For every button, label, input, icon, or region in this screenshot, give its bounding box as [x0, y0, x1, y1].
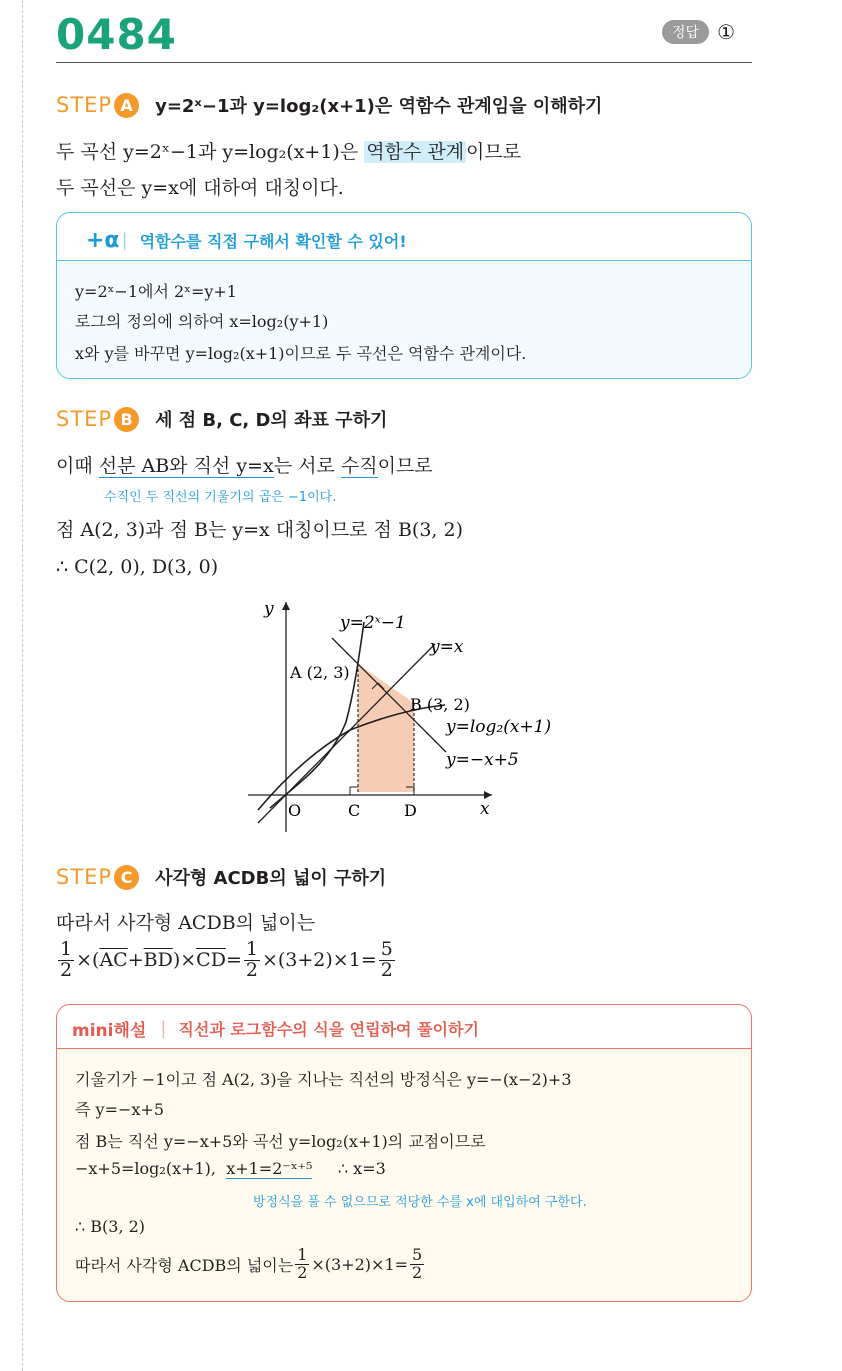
binding-margin [22, 0, 23, 1371]
mini-equation: −x+5=log₂(x+1), [75, 1159, 217, 1178]
mini-box [56, 1048, 752, 1302]
mini-title-text: 직선과 로그함수의 식을 연립하여 풀이하기 [178, 1020, 479, 1039]
segment-cd: $\overline{CD}$ [196, 949, 226, 972]
x-arrow-icon [484, 791, 492, 799]
answer-badge: 정답 [662, 20, 709, 44]
step-b-line-1 [56, 451, 433, 478]
formula-part-1: ×( [76, 949, 100, 972]
step-b-heading [56, 406, 387, 432]
step-c-circle: C [114, 865, 139, 890]
alpha-line-2: 로그의 정의에 의하여 x=log₂(y+1) [75, 312, 329, 331]
label-point-b: B (3, 2) [410, 695, 470, 714]
perpendicular-note: 수직인 두 직선의 기울기의 곱은 −1이다. [104, 490, 337, 505]
mini-line-6 [75, 1247, 426, 1282]
label-point-a: A (2, 3) [290, 663, 350, 682]
mini-line-6-mid: ×(3+2)×1= [311, 1254, 409, 1274]
mini-line-2: 즉 y=−x+5 [75, 1100, 165, 1119]
coordinate-graph [240, 592, 600, 842]
step-a-label: STEP [56, 93, 113, 117]
curve-exponential [270, 622, 364, 808]
label-point-c: C [348, 801, 361, 820]
step-c-heading [56, 864, 386, 890]
alpha-title-text: 역함수를 직접 구해서 확인할 수 있어! [139, 232, 407, 251]
alpha-box [56, 260, 752, 379]
step-b-line-3: ∴ C(2, 0), D(3, 0) [56, 556, 219, 578]
mini-line-4 [75, 1159, 386, 1178]
answer-area [662, 20, 735, 44]
alpha-line-3: x와 y를 바꾸면 y=log₂(x+1)이므로 두 곡선은 역함수 관계이다. [75, 344, 527, 363]
mini-box-title [72, 1016, 479, 1041]
step-c-label: STEP [56, 865, 113, 889]
mini-fraction-half: $\frac{1}{2}$ [297, 1245, 308, 1282]
step-b-title: 세 점 B, C, D의 좌표 구하기 [155, 410, 388, 431]
step-a-line-1 [56, 137, 521, 164]
fraction-half-2: $\frac{1}{2}$ [245, 938, 258, 981]
label-exp-curve: y=2ˣ−1 [340, 613, 406, 633]
step-b-line-1-prefix: 이때 [56, 455, 99, 477]
problem-number: 0484 [56, 10, 177, 59]
mini-note: 방정식을 풀 수 없으므로 적당한 수를 x에 대입하여 구한다. [253, 1195, 587, 1210]
step-a-circle: A [114, 93, 139, 118]
label-point-d: D [404, 801, 417, 820]
mini-line-3: 점 B는 직선 y=−x+5와 곡선 y=log₂(x+1)의 교점이므로 [75, 1132, 486, 1151]
underlined-segment: 선분 AB와 직선 y=x [98, 455, 274, 477]
shaded-quadrilateral [358, 664, 414, 792]
mini-line-6-prefix: 따라서 사각형 ACDB의 넓이는 [75, 1255, 294, 1275]
formula-plus: + [127, 949, 144, 972]
label-y-eq-x: y=x [430, 637, 464, 657]
x-axis-label: x [480, 799, 490, 819]
fraction-answer: $\frac{5}{2}$ [380, 938, 393, 981]
step-a-line-1-suffix: 이므로 [466, 141, 522, 163]
step-c-title: 사각형 ACDB의 넓이 구하기 [155, 868, 387, 889]
step-b-label: STEP [56, 407, 113, 431]
mini-underlined-equation: x+1=2⁻ˣ⁺⁵ [226, 1159, 313, 1178]
step-b-line-1-mid: 는 서로 [273, 455, 341, 477]
segment-ac: $\overline{AC}$ [99, 949, 128, 972]
step-c-line-1: 따라서 사각형 ACDB의 넓이는 [56, 912, 316, 934]
mini-line-1: 기울기가 −1이고 점 A(2, 3)을 지나는 직선의 방정식은 y=−(x−2)+3 [75, 1070, 572, 1089]
y-arrow-icon [282, 602, 290, 610]
segment-bd: $\overline{BD}$ [143, 949, 173, 972]
mini-fraction-answer: $\frac{5}{2}$ [412, 1245, 423, 1282]
answer-value: ① [717, 20, 735, 44]
divider: | [121, 230, 128, 251]
divider: | [160, 1018, 167, 1039]
alpha-icon: +α [86, 228, 120, 253]
alpha-line-1: y=2ˣ−1에서 2ˣ=y+1 [75, 282, 237, 301]
mini-line-5: ∴ B(3, 2) [75, 1217, 146, 1236]
area-formula [56, 940, 397, 981]
mini-solution: ∴ x=3 [337, 1159, 386, 1178]
step-b-line-2: 점 A(2, 3)과 점 B는 y=x 대칭이므로 점 B(3, 2) [56, 519, 463, 541]
alpha-box-title [86, 228, 407, 253]
header-rule [56, 62, 752, 63]
underlined-perpendicular: 수직 [340, 455, 378, 477]
step-a-line-1-prefix: 두 곡선 y=2ˣ−1과 y=log₂(x+1)은 [56, 141, 365, 163]
step-a-line-2: 두 곡선은 y=x에 대하여 대칭이다. [56, 177, 344, 199]
mini-label: mini해설 [72, 1021, 147, 1041]
label-log-curve: y=log₂(x+1) [446, 717, 552, 737]
step-b-circle: B [114, 407, 139, 432]
step-a-heading [56, 92, 602, 118]
y-axis-label: y [264, 599, 274, 619]
right-angle-c [350, 787, 358, 795]
formula-part-2: )× [172, 949, 197, 972]
formula-equals: = [225, 949, 242, 972]
step-a-title: y=2ˣ−1과 y=log₂(x+1)은 역함수 관계임을 이해하기 [155, 96, 603, 117]
fraction-half: $\frac{1}{2}$ [60, 938, 73, 981]
origin-label: O [288, 801, 302, 820]
inverse-highlight: 역함수 관계 [366, 141, 465, 163]
step-b-line-1-suffix: 이므로 [377, 455, 433, 477]
formula-part-3: ×(3+2)×1= [261, 949, 377, 972]
label-line: y=−x+5 [446, 750, 519, 770]
